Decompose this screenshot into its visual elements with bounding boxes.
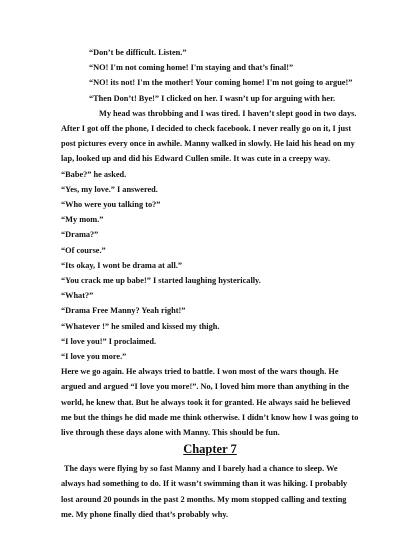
paragraph-line: The days were flying by so fast Manny and I barely had a chance to sleep. We (64, 464, 338, 474)
paragraph-line: live through these days alone with Manny. This should be fun. (61, 428, 280, 437)
paragraph-line: “NO! I'm not coming home! I'm staying and that’s final!” (89, 63, 294, 73)
paragraph-line: “Who were you talking to?” (61, 200, 161, 209)
paragraph-line: “Drama?” (61, 230, 99, 240)
paragraph-line: “Whatever !” he smiled and kissed my thigh. (61, 321, 220, 331)
paragraph-line: lost around 20 pounds in the past 2 months. My mom stopped calling and texting (61, 494, 347, 504)
paragraph-line: post pictures every once in awhile. Manny walked in slowly. He laid his head on my (61, 139, 355, 149)
paragraph-line: “Its okay, I wont be drama at all.” (61, 260, 183, 270)
paragraph-line: “Of course.” (61, 245, 106, 255)
paragraph-line: “Then Don’t! Bye!” I clicked on her. I wasn’t up for arguing with her. (89, 93, 336, 103)
paragraph-line: “I love you!” I proclaimed. (61, 336, 157, 346)
paragraph-line: argued and argued “I love you more!”. No, I loved him more than anything in the (61, 382, 350, 392)
paragraph-line: always had something to do. If it wasn’t swimming than it was hiking. I probably (61, 479, 348, 489)
paragraph-line: “NO! its not! I'm the mother! Your coming home! I'm not going to argue!” (89, 78, 353, 88)
paragraph-line: world, he knew that. But he always took it for granted. He always said he believed (61, 397, 351, 407)
paragraph-line: “Yes, my love.” I answered. (61, 184, 158, 194)
paragraph-line: “Drama Free Manny? Yeah right!” (61, 306, 186, 316)
paragraph-line: After I got off the phone, I decided to check facebook. I never really go on it, I just (61, 124, 352, 133)
paragraph-line: lap, looked up and did his Edward Cullen smile. It was cute in a creepy way. (61, 154, 331, 164)
paragraph-line: “You crack me up babe!” I started laughing hysterically. (61, 276, 261, 285)
paragraph-line: Here we go again. He always tried to battle. I won most of the wars though. He (61, 367, 339, 377)
paragraph-line: me but the things he did made me think otherwise. I didn’t know how I was going to (61, 412, 359, 422)
paragraph-line: My head was throbbing and I was tired. I haven’t slept good in two days. (99, 108, 357, 118)
paragraph-line: “My mom.” (61, 215, 104, 225)
paragraph-line: “Don’t be difficult. Listen.” (89, 48, 187, 57)
paragraph-line: “What?” (61, 291, 94, 301)
paragraph-line: “Babe?” he asked. (61, 169, 127, 179)
paragraph-line: “I love you more.” (61, 352, 127, 361)
paragraph-line: me. My phone finally died that’s probably why. (61, 509, 229, 519)
chapter-heading: Chapter 7 (183, 442, 237, 457)
